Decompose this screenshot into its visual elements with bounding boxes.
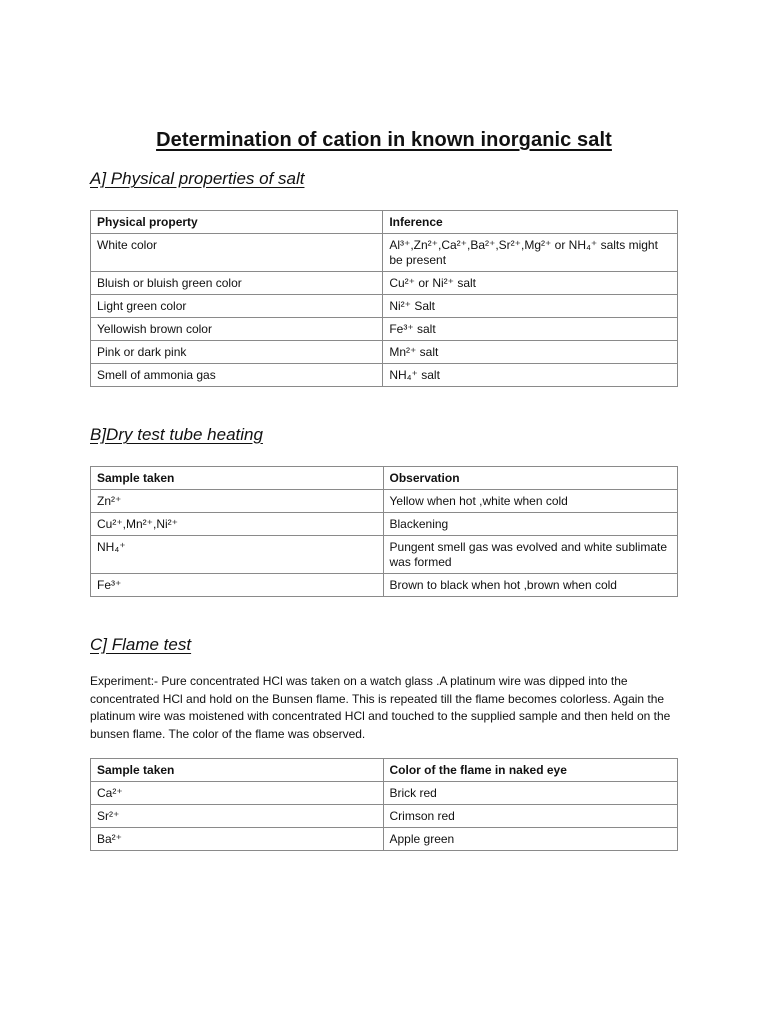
- column-header: Physical property: [91, 211, 383, 234]
- table-row: [91, 490, 678, 513]
- table-cell: Cu²⁺ or Ni²⁺ salt: [383, 272, 678, 295]
- document-title: Determination of cation in known inorganic salt: [156, 129, 612, 151]
- physical-properties-table: [90, 210, 678, 387]
- table-cell: Pungent smell gas was evolved and white sublimate was formed: [383, 536, 677, 574]
- table-row: [91, 364, 678, 387]
- table-cell: Al³⁺,Zn²⁺,Ca²⁺,Ba²⁺,Sr²⁺,Mg²⁺ or NH₄⁺ salts might be present: [383, 234, 678, 272]
- column-header: Observation: [383, 467, 677, 490]
- table-cell: NH₄⁺ salt: [383, 364, 678, 387]
- table-cell: Brick red: [383, 782, 678, 805]
- table-cell: Ni²⁺ Salt: [383, 295, 678, 318]
- table-cell: Yellowish brown color: [91, 318, 383, 341]
- table-cell: Brown to black when hot ,brown when cold: [383, 574, 677, 597]
- table-cell: Ca²⁺: [91, 782, 384, 805]
- table-cell: Bluish or bluish green color: [91, 272, 383, 295]
- flame-test-table: [90, 758, 678, 851]
- table-header-row: [91, 211, 678, 234]
- table-cell: Zn²⁺: [91, 490, 384, 513]
- table-cell: Yellow when hot ,white when cold: [383, 490, 677, 513]
- table-row: [91, 295, 678, 318]
- table-row: [91, 782, 678, 805]
- table-cell: White color: [91, 234, 383, 272]
- column-header: Sample taken: [91, 759, 384, 782]
- table-row: [91, 318, 678, 341]
- section-b-heading: B]Dry test tube heating: [90, 425, 263, 444]
- table-cell: Cu²⁺,Mn²⁺,Ni²⁺: [91, 513, 384, 536]
- section-c-heading: C] Flame test: [90, 635, 192, 654]
- table-cell: Blackening: [383, 513, 677, 536]
- table-header-row: [91, 467, 678, 490]
- dry-test-tube-table: [90, 466, 678, 597]
- table-header-row: [91, 759, 678, 782]
- table-cell: Ba²⁺: [91, 828, 384, 851]
- table-row: [91, 828, 678, 851]
- table-cell: Light green color: [91, 295, 383, 318]
- table-cell: Smell of ammonia gas: [91, 364, 383, 387]
- table-cell: Sr²⁺: [91, 805, 384, 828]
- table-row: [91, 341, 678, 364]
- table-row: [91, 805, 678, 828]
- table-row: [91, 536, 678, 574]
- section-a-heading: A] Physical properties of salt: [90, 169, 305, 188]
- table-cell: Fe³⁺: [91, 574, 384, 597]
- table-cell: Apple green: [383, 828, 678, 851]
- table-row: [91, 234, 678, 272]
- table-cell: Mn²⁺ salt: [383, 341, 678, 364]
- table-row: [91, 272, 678, 295]
- column-header: Inference: [383, 211, 678, 234]
- table-row: [91, 513, 678, 536]
- table-cell: Crimson red: [383, 805, 678, 828]
- column-header: Color of the flame in naked eye: [383, 759, 678, 782]
- table-cell: Fe³⁺ salt: [383, 318, 678, 341]
- column-header: Sample taken: [91, 467, 384, 490]
- table-row: [91, 574, 678, 597]
- table-cell: Pink or dark pink: [91, 341, 383, 364]
- experiment-paragraph: Experiment:- Pure concentrated HCl was taken on a watch glass .A platinum wire was dipped into the concentrated HCl and hold on the Bunsen flame. This is repeated till the flame becomes colorless. Again the platinum wire was moistened with concentrated HCl and touched to the supplied sample and then held on the bunsen flame. The color of the flame was observed.: [90, 674, 671, 741]
- table-cell: NH₄⁺: [91, 536, 384, 574]
